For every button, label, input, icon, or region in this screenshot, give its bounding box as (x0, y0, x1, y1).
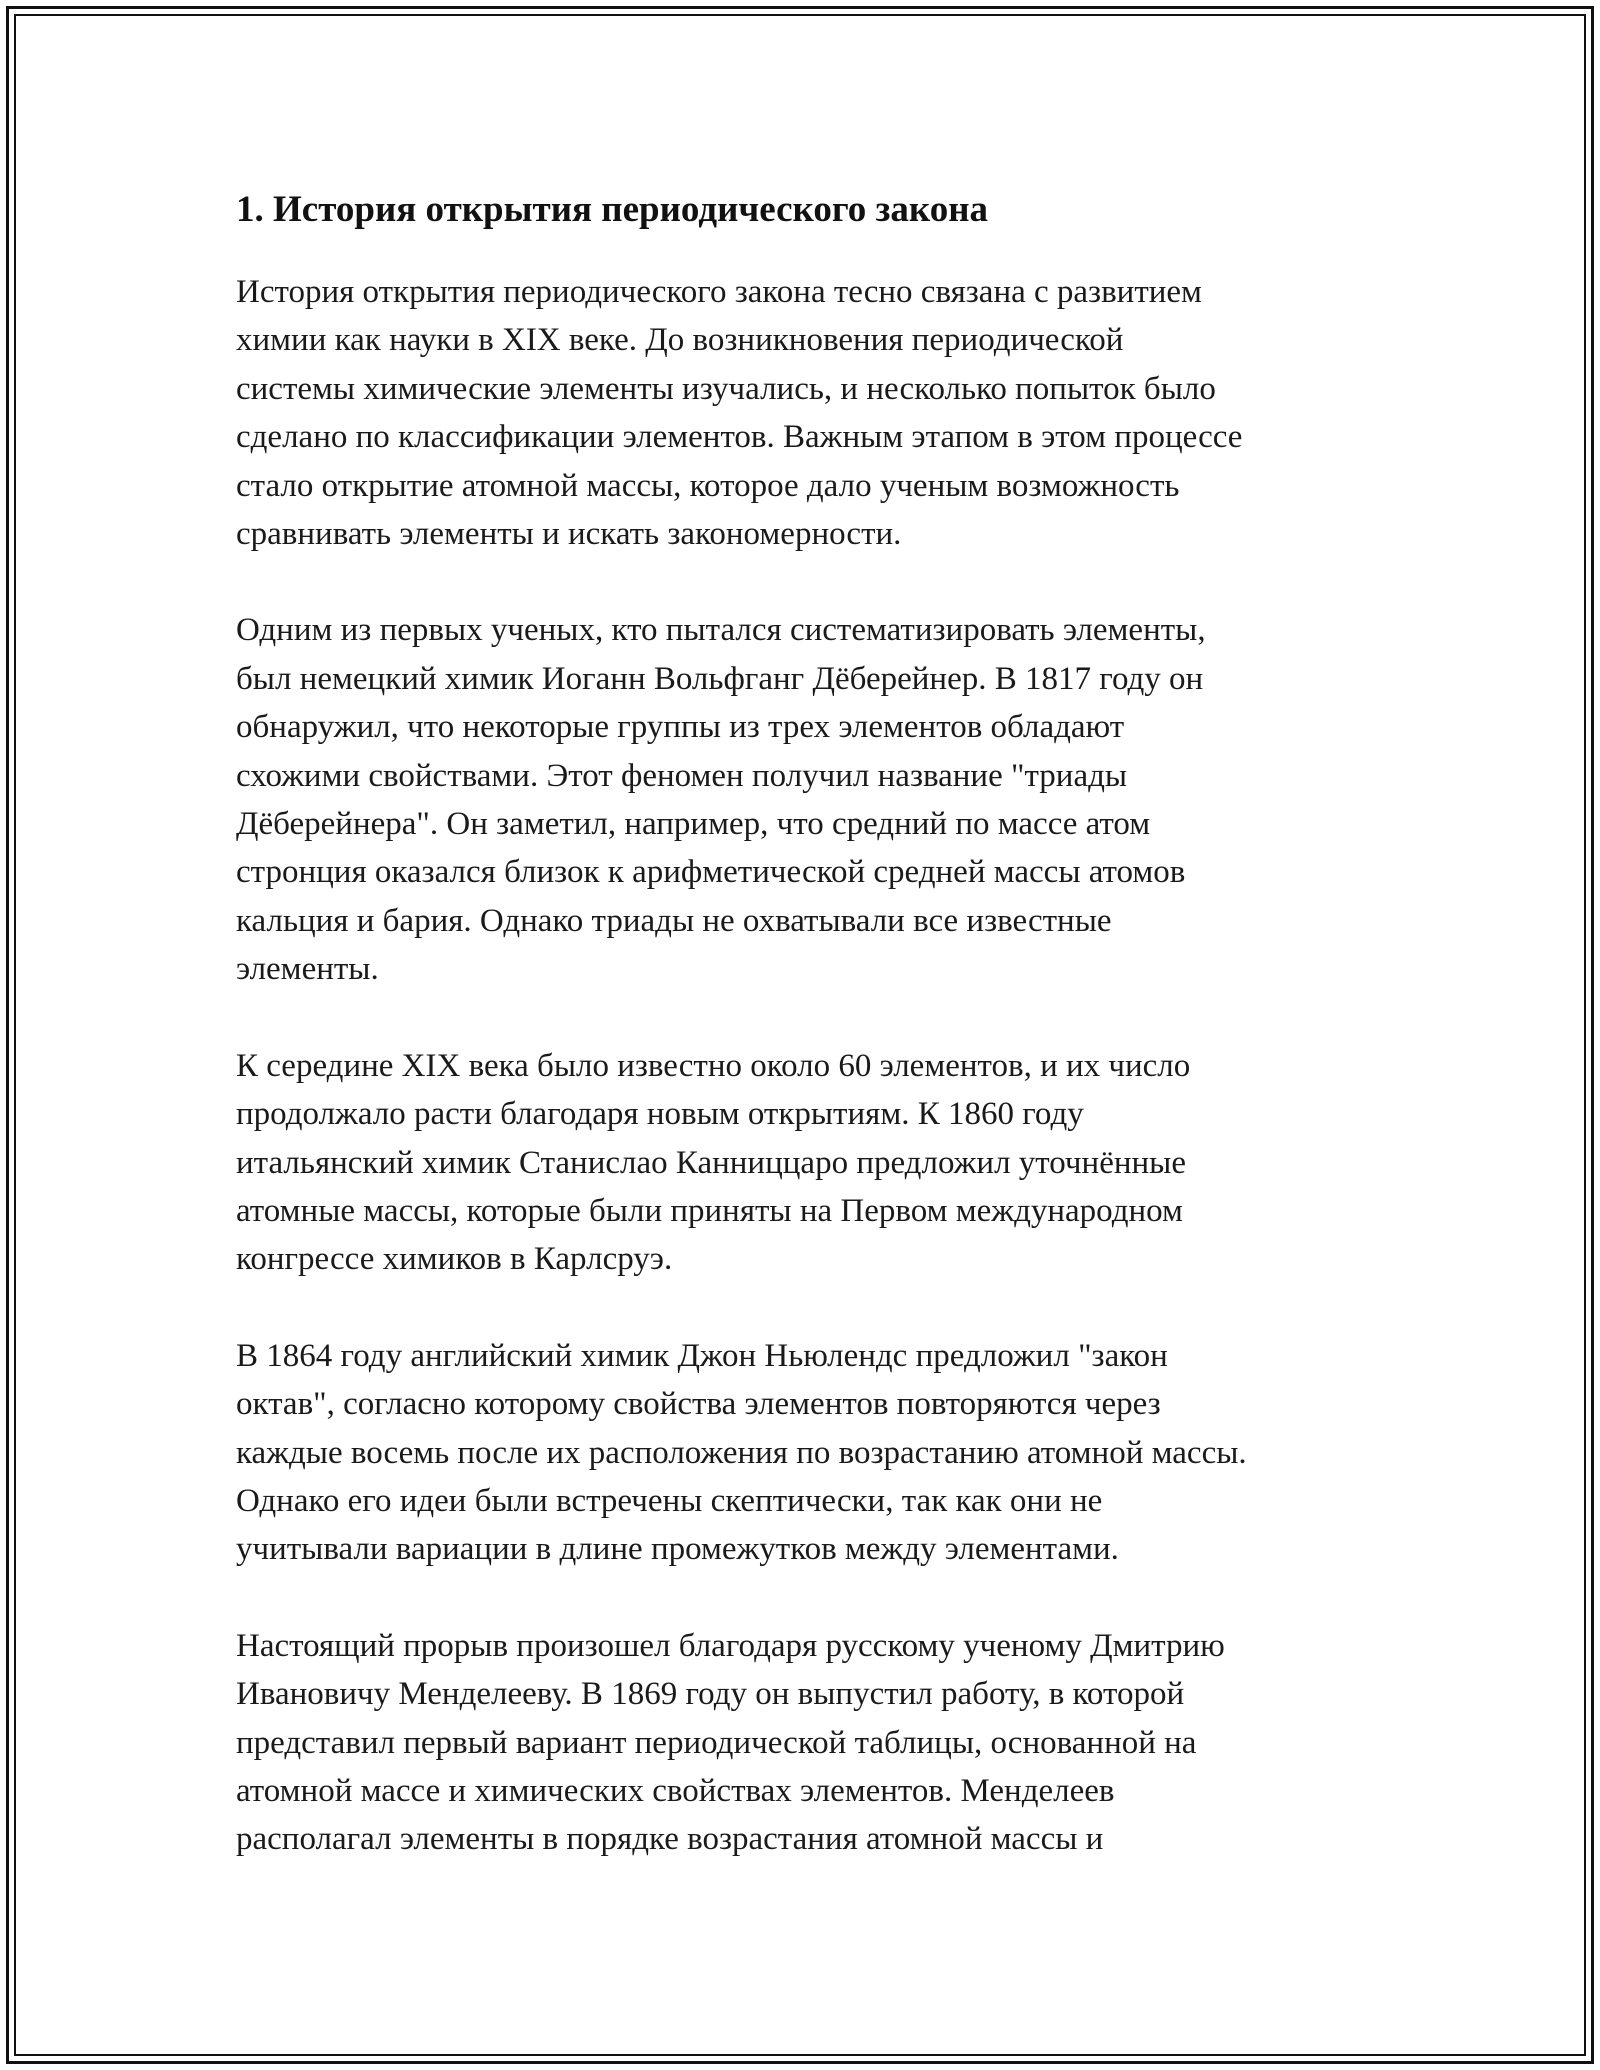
paragraph (236, 1622, 1386, 1864)
text-line: К середине XIX века было известно около 60 элементов, и их число (236, 1047, 1191, 1084)
paragraph (236, 1332, 1386, 1574)
text-line: Ивановичу Менделееву. В 1869 году он выпустил работу, в которой (236, 1676, 1185, 1713)
text-line: октав", согласно которому свойства элементов повторяются через (236, 1386, 1161, 1423)
text-line: итальянский химик Станислао Канниццаро предложил уточнённые (236, 1144, 1186, 1181)
text-line: Дёберейнера". Он заметил, например, что средний по массе атом (236, 806, 1151, 843)
text-line: химии как науки в XIX веке. До возникновения периодической (236, 322, 1124, 359)
text-line: История открытия периодического закона тесно связана с развитием (236, 274, 1202, 310)
text-line: Однако его идеи были встречены скептически, так как они не (236, 1482, 1103, 1519)
text-line: атомной массе и химических свойствах элементов. Менделеев (236, 1772, 1115, 1809)
text-line: сделано по классификации элементов. Важным этапом в этом процессе (236, 419, 1243, 456)
text-line: стало открытие атомной массы, которое дало ученым возможность (236, 467, 1180, 504)
text-line: конгрессе химиков в Карлсруэ. (236, 1241, 673, 1278)
text-line: В 1864 году английский химик Джон Ньюлендс предложил "закон (236, 1337, 1168, 1374)
text-line: каждые восемь после их расположения по возрастанию атомной массы. (236, 1434, 1247, 1471)
text-line: представил первый вариант периодической таблицы, основанной на (236, 1724, 1197, 1761)
text-line: элементы. (236, 951, 379, 988)
paragraph (236, 268, 1386, 558)
text-line: схожими свойствами. Этот феномен получил название "триады (236, 757, 1128, 794)
text-line: кальция и бария. Однако триады не охватывали все известные (236, 902, 1112, 939)
paragraph (236, 606, 1386, 993)
paragraphs-container (236, 268, 1386, 1864)
text-line: сравнивать элементы и искать закономерности. (236, 516, 902, 553)
text-line: системы химические элементы изучались, и несколько попыток было (236, 370, 1216, 407)
section-heading: 1. История открытия периодического закона (236, 189, 989, 230)
text-line: обнаружил, что некоторые группы из трех элементов обладают (236, 709, 1125, 746)
document-body (236, 186, 1386, 1912)
paragraph (236, 1042, 1386, 1284)
text-line: Одним из первых ученых, кто пытался систематизировать элементы, (236, 612, 1206, 649)
text-line: был немецкий химик Иоганн Вольфганг Дёберейнер. В 1817 году он (236, 660, 1204, 697)
text-line: располагал элементы в порядке возрастания атомной массы и (236, 1821, 1104, 1858)
text-line: продолжало расти благодаря новым открытиям. К 1860 году (236, 1096, 1084, 1133)
text-line: Настоящий прорыв произошел благодаря русскому ученому Дмитрию (236, 1627, 1225, 1664)
text-line: учитывали вариации в длине промежутков между элементами. (236, 1531, 1119, 1568)
text-line: атомные массы, которые были приняты на Первом международном (236, 1192, 1183, 1229)
text-line: стронция оказался близок к арифметической средней массы атомов (236, 854, 1186, 891)
